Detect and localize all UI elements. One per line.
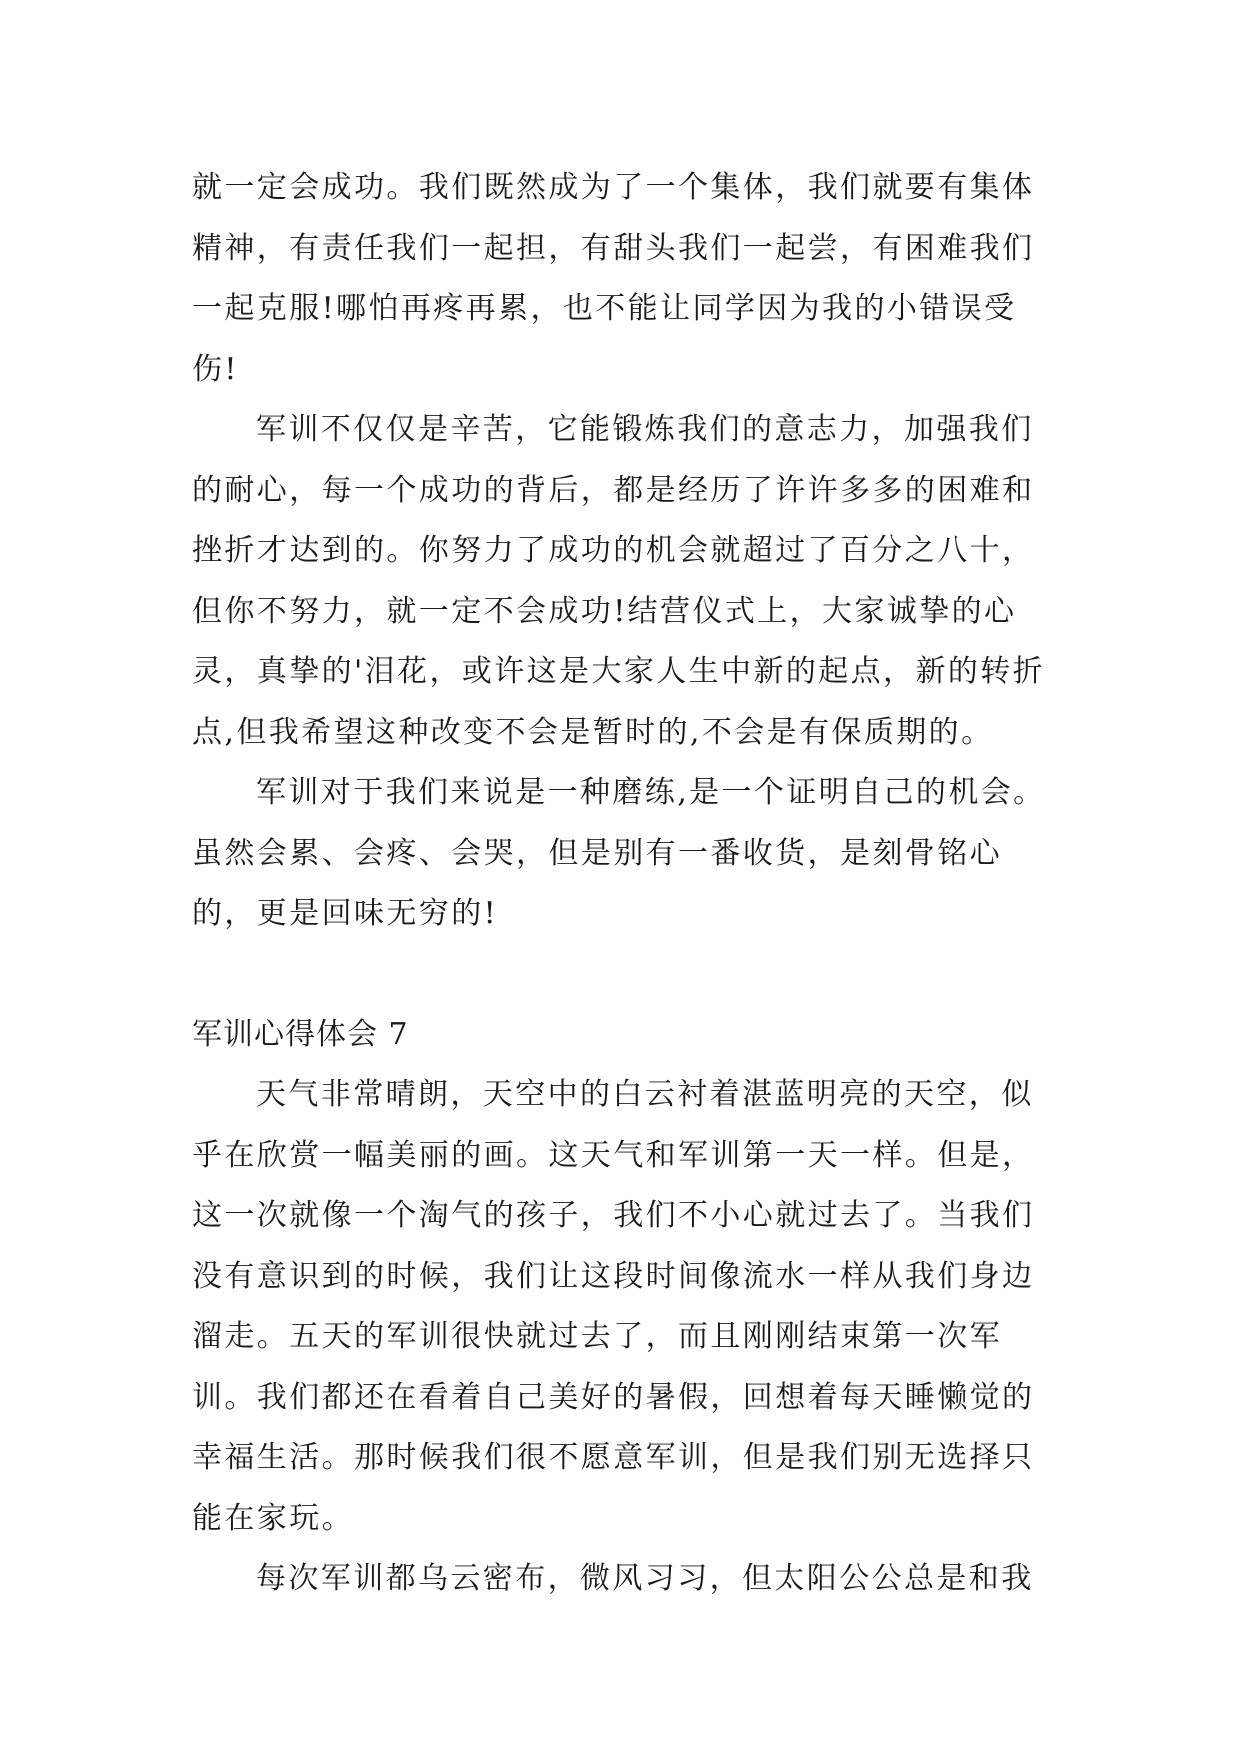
paragraph: 军训不仅仅是辛苦，它能锻炼我们的意志力，加强我们的耐心，每一个成功的背后，都是经历了许许多多的困难和挫折才达到的。你努力了成功的机会就超过了百分之八十，但你不努力，就一定不会成功!结营仪式上，大家诚挚的心灵，真挚的'泪花，或许这是大家人生中新的起点，新的转折点,但我希望这种改变不会是暂时的,不会是有保质期的。: [192, 412, 1046, 750]
document-body: [192, 158, 1054, 1610]
paragraph: 天气非常晴朗，天空中的白云衬着湛蓝明亮的天空，似乎在欣赏一幅美丽的画。这天气和军训第一天一样。但是，这一次就像一个淘气的孩子，我们不小心就过去了。当我们没有意识到的时候，我们让这段时间像流水一样从我们身边溜走。五天的军训很快就过去了，而且刚刚结束第一次军训。我们都还在看着自己美好的暑假，回想着每天睡懒觉的幸福生活。那时候我们很不愿意军训，但是我们别无选择只能在家玩。: [192, 1077, 1035, 1536]
paragraph-truncated: 每次军训都乌云密布，微风习习，但太阳公公总是和我: [256, 1561, 1034, 1596]
paragraph-continued: 就一定会成功。我们既然成为了一个集体，我们就要有集体精神，有责任我们一起担，有甜头我们一起尝，有困难我们一起克服!哪怕再疼再累，也不能让同学因为我的小错误受伤!: [192, 170, 1035, 387]
section-title: 军训心得体会 7: [192, 1016, 409, 1052]
paragraph: 军训对于我们来说是一种磨练,是一个证明自己的机会。虽然会累、会疼、会哭，但是别有一番收货，是刻骨铭心的，更是回味无穷的!: [192, 775, 1046, 931]
